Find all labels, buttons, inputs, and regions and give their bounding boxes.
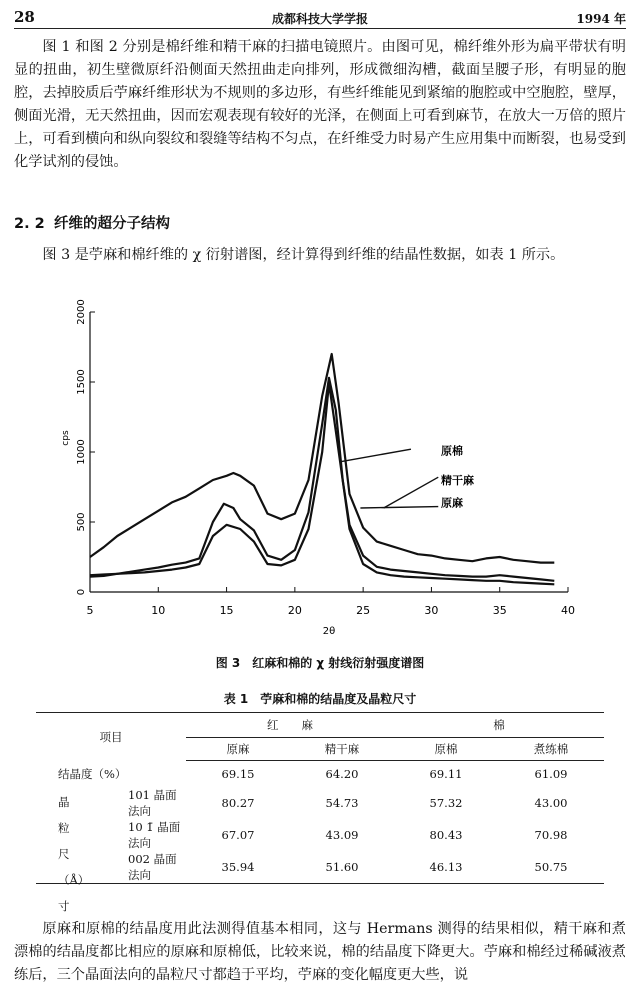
row-label: 002 晶面法向 <box>128 852 177 882</box>
table-cell: 64.20 <box>325 767 359 781</box>
y-tick-label: 1500 <box>76 369 87 395</box>
y-tick-label: 2000 <box>76 299 87 325</box>
y-tick-label: 1000 <box>76 439 87 465</box>
table-cell: 46.13 <box>429 860 463 874</box>
legend-label: 精干麻 <box>440 474 474 487</box>
row-label: 10 1̄ 晶面法向 <box>128 820 181 850</box>
legend-leader <box>384 477 439 508</box>
x-tick-label: 5 <box>86 604 94 617</box>
table-cell: 43.09 <box>325 828 359 842</box>
table-group-ramie: 红 麻 <box>267 718 313 732</box>
row-label: 结晶度（%） <box>58 766 127 781</box>
crystallinity-table <box>36 712 604 913</box>
table-cell: 67.07 <box>221 828 255 842</box>
section-heading <box>14 212 170 233</box>
y-tick-label: 0 <box>76 588 87 596</box>
page-header <box>14 6 626 29</box>
x-tick-label: 25 <box>356 604 371 617</box>
legend-label: 原麻 <box>440 496 463 510</box>
table-cell: 35.94 <box>221 860 255 874</box>
table-cell: 43.00 <box>534 796 568 810</box>
x-tick-label: 15 <box>219 604 234 617</box>
x-axis-label: 2θ <box>322 626 336 637</box>
col-header: 精干麻 <box>290 738 394 761</box>
y-axis-label: cps <box>61 430 71 446</box>
table-cell: 51.60 <box>325 860 359 874</box>
table-caption: 表 1 苧麻和棉的结晶度及晶粒尺寸 <box>223 692 417 706</box>
table-cell: 54.73 <box>325 796 359 810</box>
table-row <box>36 787 604 819</box>
table-group-cotton: 棉 <box>493 718 505 732</box>
page-number: 28 <box>14 8 35 26</box>
table-cell: 50.75 <box>534 860 568 874</box>
col-header: 原麻 <box>186 738 290 761</box>
x-tick-label: 35 <box>492 604 507 617</box>
table-cell: 69.15 <box>221 767 255 781</box>
series-line <box>90 378 554 581</box>
table-cell: 61.09 <box>534 767 568 781</box>
journal-title: 成都科技大学学报 <box>271 12 368 26</box>
figure-caption: 图 3 红麻和棉的 χ 射线衍射强度谱图 <box>215 656 425 670</box>
grain-size-label: 晶粒尺（Å）寸 <box>58 795 90 913</box>
table-row <box>36 819 604 851</box>
legend-leader <box>360 507 438 508</box>
table-row <box>36 761 604 788</box>
col-header: 煮练棉 <box>498 738 604 761</box>
table-item-header: 项目 <box>99 729 123 744</box>
x-tick-label: 40 <box>561 604 575 617</box>
body-paragraph-3: 原麻和原棉的结晶度用此法测得值基本相同，这与 Hermans 测得的结果相似，精干麻和煮漂棉的结晶度都比相应的原麻和原棉低，比较来说，棉的结晶度下降更大。苧麻和棉经过稀碱液煮练后，三个晶面法向的晶粒尺寸都趋于平均，苧麻的变化幅度更大些，说 <box>14 921 626 983</box>
table-row <box>36 851 604 884</box>
body-paragraph-2: 图 3 是苧麻和棉纤维的 χ 衍射谱图，经计算得到纤维的结晶性数据，如表 1 所示。 <box>42 247 565 263</box>
body-paragraph-1: 图 1 和图 2 分别是棉纤维和精干麻的扫描电镜照片。由图可见，棉纤维外形为扁平带状有明显的扭曲，初生壁微原纤沿侧面天然扭曲走向排列，形成微细沟槽，截面呈腰子形，有明显的胞腔，去掉胶质后苧麻纤维形状为不规则的多边形，有些纤维能见到紧缩的胞腔或中空胞腔，壁厚，侧面光滑，无天然扭曲，因而宏观表现有较好的光泽，在侧面上可看到麻节，在放大一万倍的照片上，可看到横向和纵向裂纹和裂缝等结构不匀点，在纤维受力时易产生应用集中而断裂，也易受到化学试剂的侵蚀。 <box>14 39 626 170</box>
table-cell: 70.98 <box>534 828 568 842</box>
table-cell: 80.27 <box>221 796 255 810</box>
table-cell: 80.43 <box>429 828 463 842</box>
table-cell: 69.11 <box>429 767 463 781</box>
x-tick-label: 10 <box>151 604 166 617</box>
legend-leader <box>340 449 411 462</box>
series-line <box>90 383 554 584</box>
legend-label: 原棉 <box>440 444 463 458</box>
x-tick-label: 30 <box>424 604 439 617</box>
publication-year: 1994 年 <box>576 12 626 26</box>
section-number: 2. 2 <box>14 216 45 232</box>
col-header: 原棉 <box>394 738 498 761</box>
y-tick-label: 500 <box>76 512 87 532</box>
x-tick-label: 20 <box>287 604 302 617</box>
row-label: 101 晶面法向 <box>128 788 177 818</box>
xrd-chart <box>60 292 590 644</box>
table-cell: 57.32 <box>429 796 463 810</box>
section-title: 纤维的超分子结构 <box>54 216 170 232</box>
